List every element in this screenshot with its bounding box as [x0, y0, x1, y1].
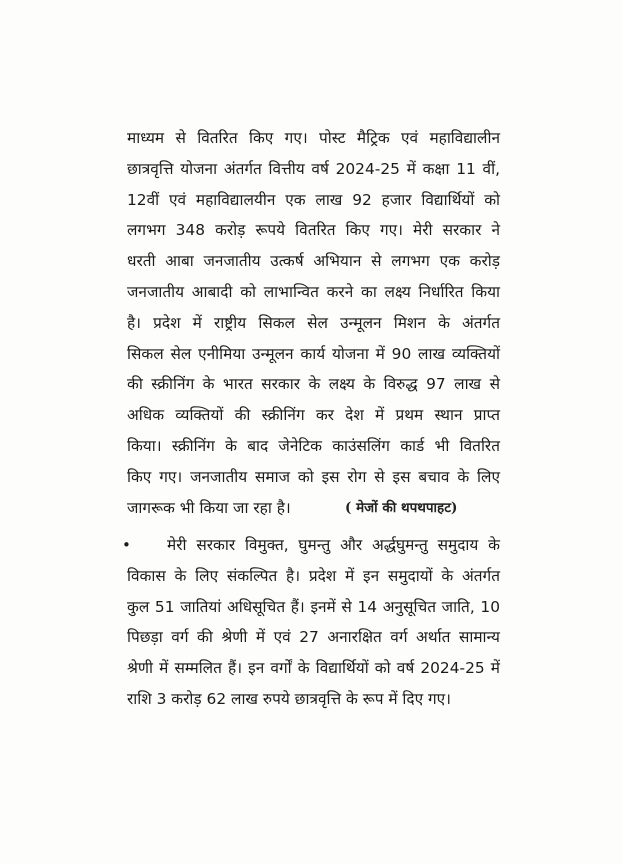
text-line: माध्यम से वितरित किए गए। पोस्ट मैट्रिक एवं महाविद्यालीन	[127, 129, 500, 147]
text-line: विकास के लिए संकल्पित है। प्रदेश में इन समुदायों के अंतर्गत	[127, 566, 500, 585]
paragraph-nomadic-communities	[122, 530, 500, 715]
text-line: सिकल सेल एनीमिया उन्मूलन कार्य योजना में 90 लाख व्यक्तियों	[127, 344, 500, 363]
text-line: लगभग 348 करोड़ रूपये वितरित किए गए। मेरी सरकार ने	[127, 221, 500, 240]
text-line: जनजातीय आबादी को लाभान्वित करने का लक्ष्य निर्धारित किया	[127, 282, 500, 301]
text-line-last	[127, 493, 500, 524]
text-line-first	[122, 530, 500, 561]
text-line: धरती आबा जनजातीय उत्कर्ष अभियान से लगभग एक करोड़	[127, 252, 500, 271]
text-line: 12वीं एवं महाविद्यालयीन एक लाख 92 हजार विद्यार्थियों को	[127, 190, 500, 209]
first-line-text: मेरी सरकार विमुक्त, घुमन्तु और अर्द्धघुमन्तु समुदाय के	[167, 536, 500, 554]
text-line: छात्रवृत्ति योजना अंतर्गत वित्तीय वर्ष 2024-25 में कक्षा 11 वीं,	[127, 159, 500, 178]
text-line-last: राशि 3 करोड़ 62 लाख रुपये छात्रवृत्ति के रूप में दिए गए।	[127, 689, 451, 708]
bullet-marker: •	[122, 536, 131, 554]
text-line: कुल 51 जातियां अधिसूचित हैं। इनमें से 14 अनुसूचित जाति, 10	[127, 597, 500, 616]
text-line: की स्क्रीनिंग के भारत सरकार के लक्ष्य के विरुद्ध 97 लाख से	[127, 375, 500, 394]
text-line: किया। स्क्रीनिंग के बाद जेनेटिक काउंसलिंग कार्ड भी वितरित	[127, 436, 500, 455]
text-line: है। प्रदेश में राष्ट्रीय सिकल सेल उन्मूलन मिशन के अंतर्गत	[127, 313, 500, 332]
text-line: अधिक व्यक्तियों की स्क्रीनिंग कर देश में प्रथम स्थान प्राप्त	[127, 406, 500, 425]
text-line: पिछड़ा वर्ग की श्रेणी में एवं 27 अनारक्षित वर्ग अर्थात सामान्य	[127, 628, 500, 647]
paragraph-tribal-welfare	[127, 123, 500, 523]
text-line: श्रेणी में सम्मलित हैं। इन वर्गों के विद्यार्थियों को वर्ष 2024-25 में	[127, 659, 500, 678]
applause-note: ( मेजों की थपथपाहट)	[345, 499, 458, 516]
last-line-text: जागरूक भी किया जा रहा है।	[127, 498, 291, 517]
text-line: किए गए। जनजातीय समाज को इस रोग से इस बचाव के लिए	[127, 467, 500, 486]
